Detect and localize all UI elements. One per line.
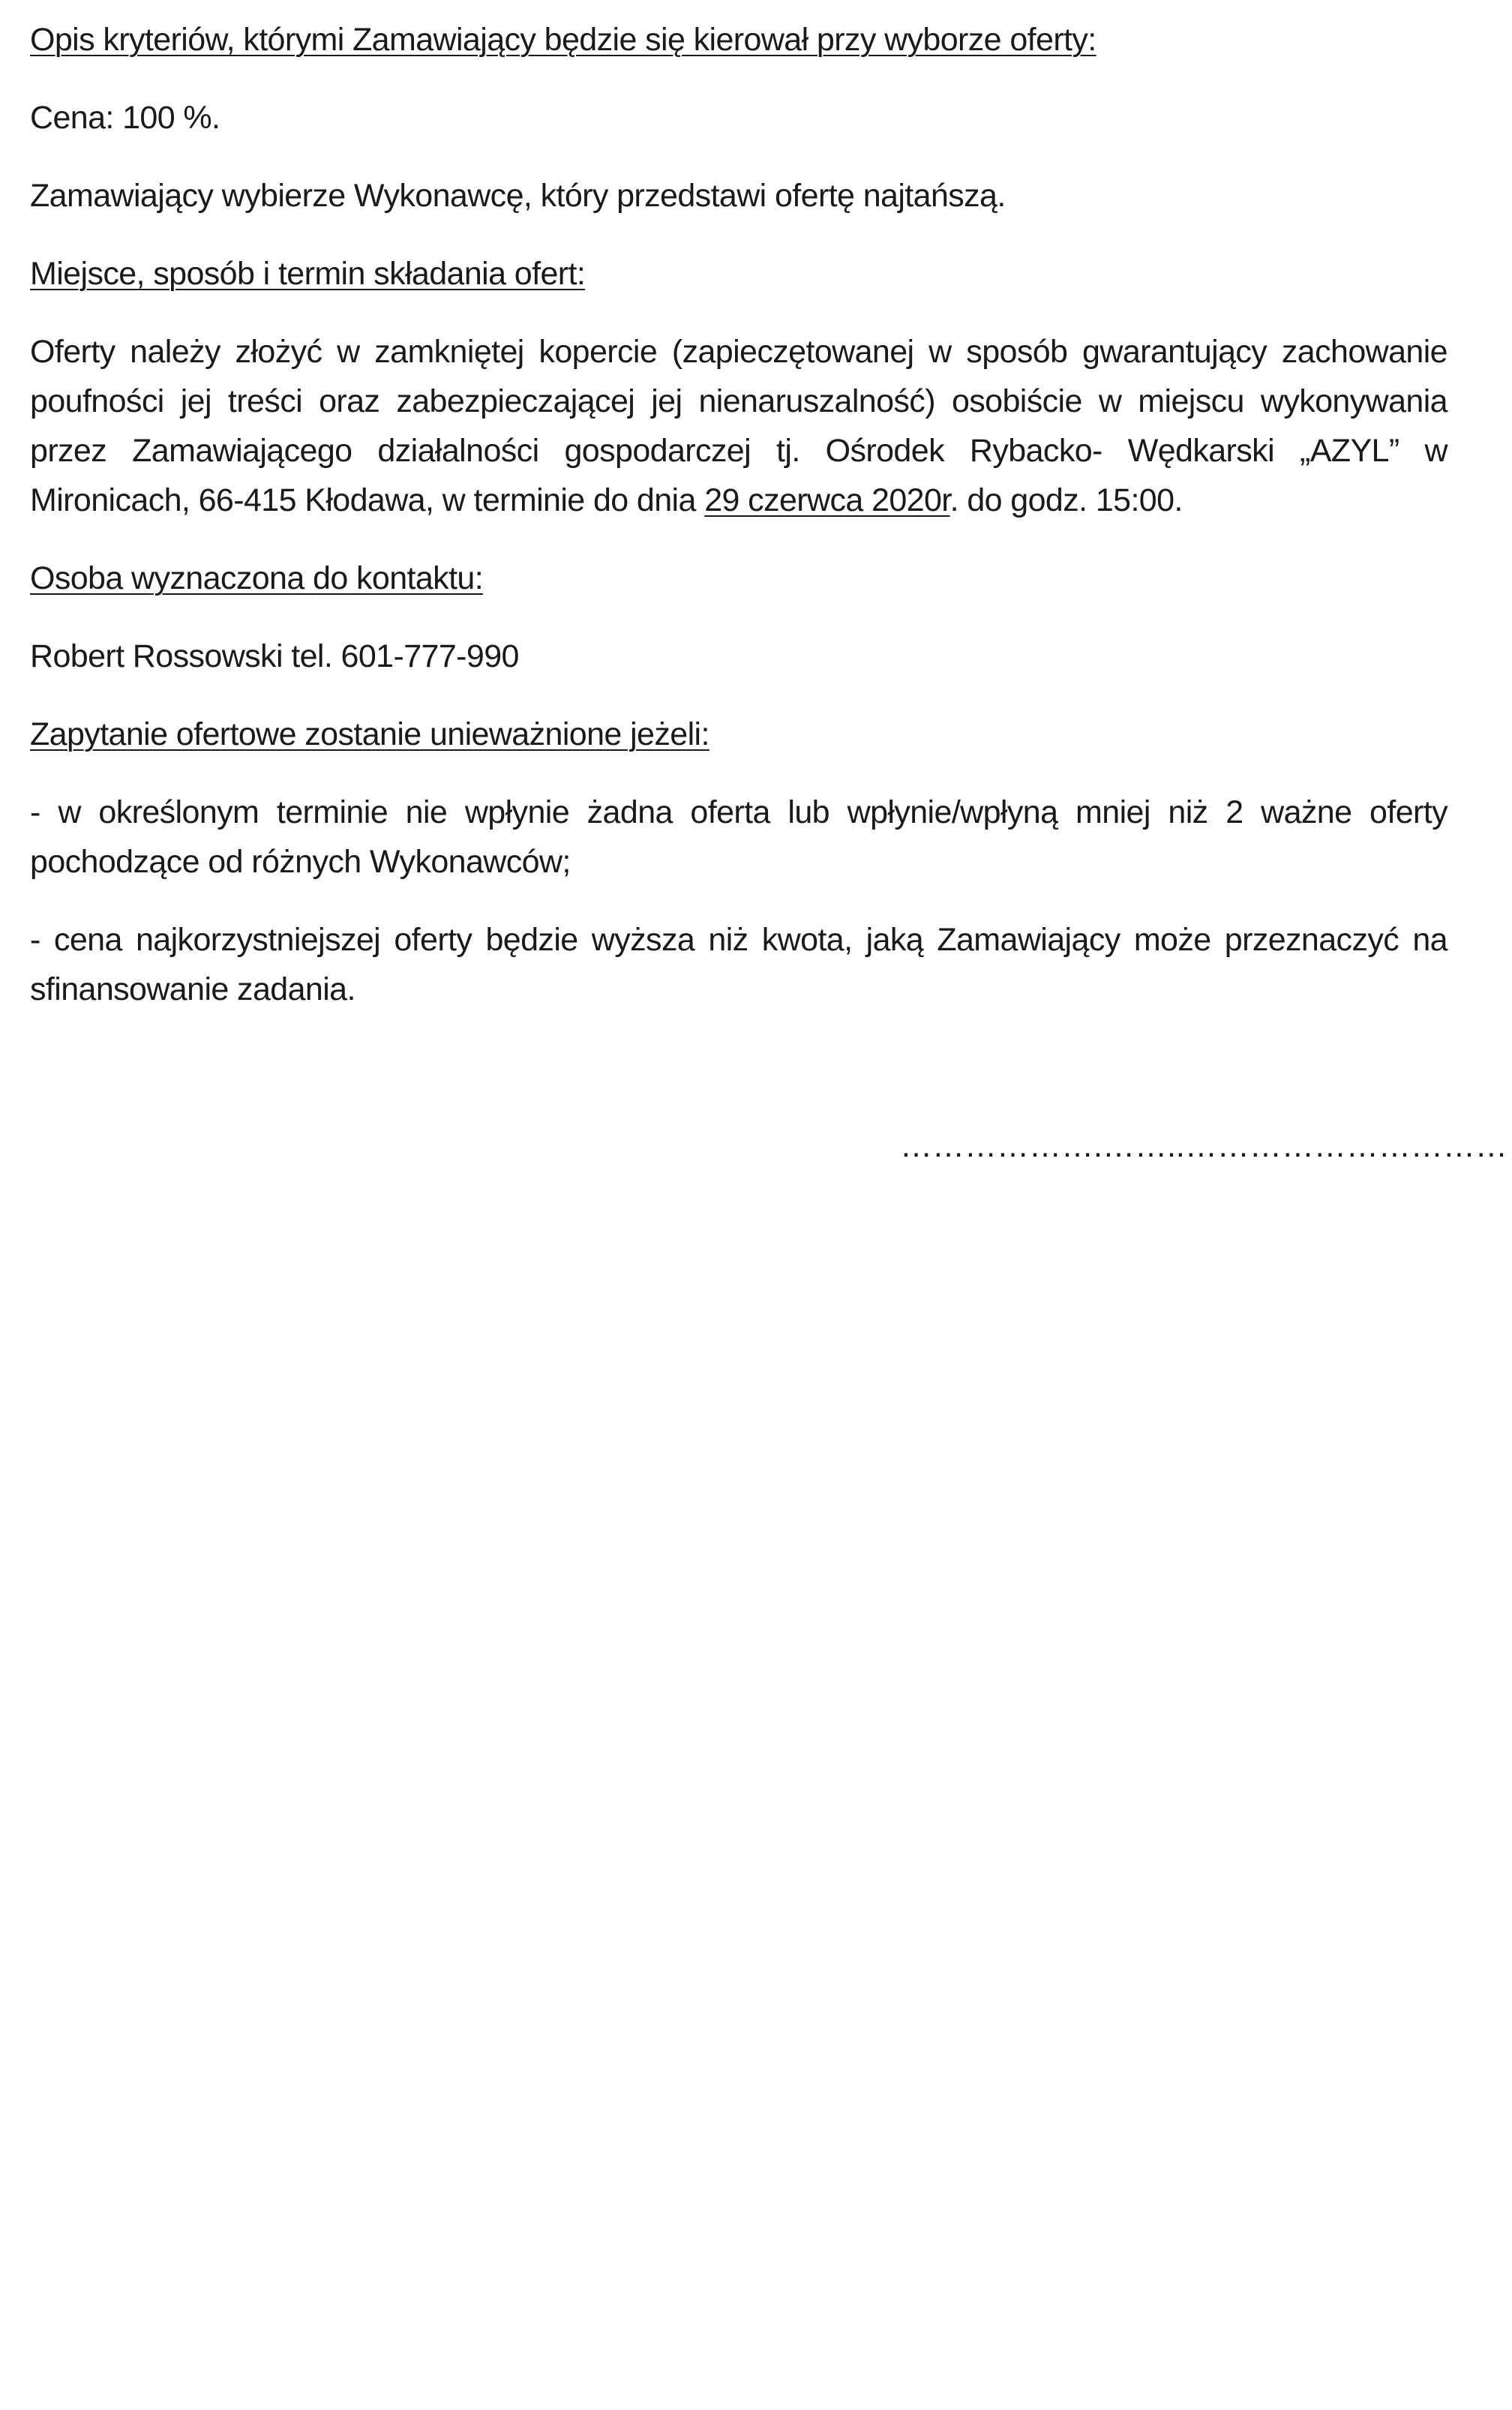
contact-section (30, 554, 1448, 603)
submission-paragraph (30, 327, 1448, 525)
submission-section (30, 249, 1448, 299)
deadline-date: 29 czerwca 2020r (704, 482, 950, 518)
document-page (30, 15, 1448, 1043)
criteria-section (30, 15, 1448, 65)
contact-heading: Osoba wyznaczona do kontaktu: (30, 560, 484, 596)
submission-heading: Miejsce, sposób i termin składania ofert: (30, 256, 586, 292)
cancellation-section (30, 710, 1448, 759)
submission-time: . do godz. 15:00. (950, 482, 1183, 518)
cancellation-condition: - cena najkorzystniejszej oferty będzie wyższa niż kwota, jaką Zamawiający może przeznaczyć na sfinansowanie zadania. (30, 922, 1448, 1007)
submission-text: Oferty należy złożyć w zamkniętej kopercie (zapieczętowanej w sposób gwarantujący zachowanie poufności jej treści oraz zabezpieczającej jej nienaruszalność) osobiście w miejscu wykonywania przez Zamawiającego działalności gospodarczej tj. Ośrodek Rybacko- Wędkarski „AZYL” w Mironicach, 66-415 Kłodawa, w terminie do dnia (30, 334, 1448, 518)
selection-rule: Zamawiający wybierze Wykonawcę, który przedstawi ofertę najtańszą. (30, 178, 1006, 214)
cancellation-heading: Zapytanie ofertowe zostanie unieważnione jeżeli: (30, 716, 710, 752)
cancellation-condition: - w określonym terminie nie wpłynie żadna oferta lub wpłynie/wpłyną mniej niż 2 ważne oferty pochodzące od różnych Wykonawców; (30, 794, 1448, 880)
signature-line: ……………….……..………………………… (900, 1128, 1508, 1164)
contact-person: Robert Rossowski tel. 601-777-990 (30, 638, 519, 674)
criteria-heading: Opis kryteriów, którymi Zamawiający będzie się kierował przy wyborze oferty: (30, 22, 1096, 58)
price-weight: Cena: 100 %. (30, 100, 220, 136)
